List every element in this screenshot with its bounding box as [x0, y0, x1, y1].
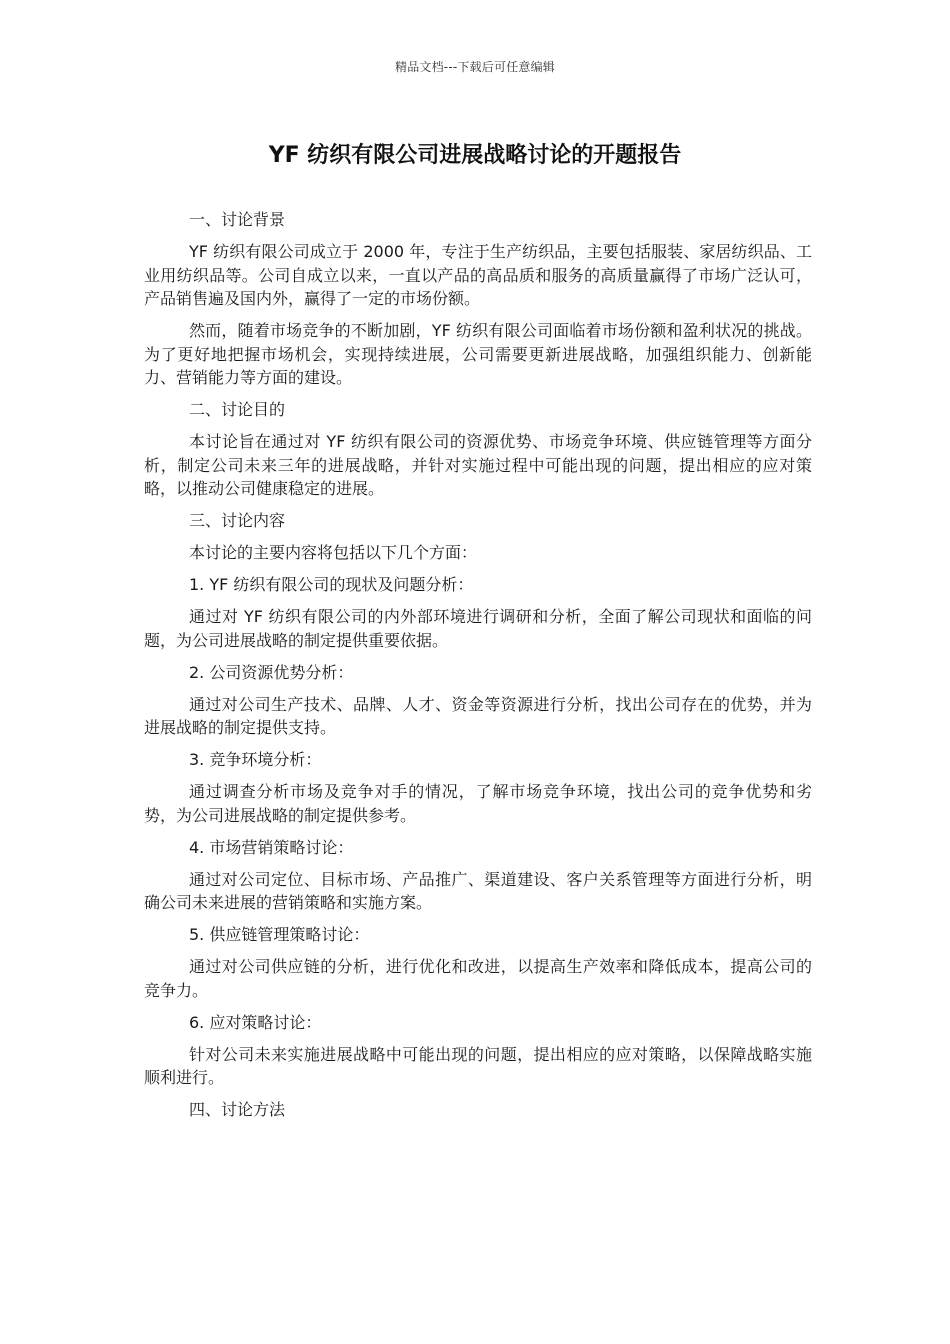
paragraph-challenges: 然而，随着市场竞争的不断加剧，YF 纺织有限公司面临着市场份额和盈利状况的挑战。为了更好地把握市场机会，实现持续进展，公司需要更新进展战略，加强组织能力、创新能力、营销能力等方面的建设。	[144, 321, 812, 387]
header-note: 精品文档---下载后可任意编辑	[395, 60, 555, 74]
item-body-1: 通过对 YF 纺织有限公司的内外部环境进行调研和分析，全面了解公司现状和面临的问题，为公司进展战略的制定提供重要依据。	[144, 607, 812, 650]
item-body-2: 通过对公司生产技术、品牌、人才、资金等资源进行分析，找出公司存在的优势，并为进展战略的制定提供支持。	[144, 694, 812, 737]
item-body-4: 通过对公司定位、目标市场、产品推广、渠道建设、客户关系管理等方面进行分析，明确公司未来进展的营销策略和实施方案。	[144, 869, 812, 912]
item-heading-6: 6. 应对策略讨论：	[189, 1012, 322, 1032]
item-heading-1: 1. YF 纺织有限公司的现状及问题分析：	[189, 575, 474, 594]
item-body-3: 通过调查分析市场及竞争对手的情况，了解市场竞争环境，找出公司的竞争优势和劣势，为公司进展战略的制定提供参考。	[144, 782, 812, 825]
section-heading-background: 一、讨论背景	[189, 210, 286, 229]
section-heading-content: 三、讨论内容	[189, 511, 286, 530]
item-body-6: 针对公司未来实施进展战略中可能出现的问题，提出相应的应对策略，以保障战略实施顺利进行。	[144, 1044, 812, 1087]
section-heading-method: 四、讨论方法	[189, 1100, 286, 1119]
paragraph-purpose: 本讨论旨在通过对 YF 纺织有限公司的资源优势、市场竞争环境、供应链管理等方面分析，制定公司未来三年的进展战略，并针对实施过程中可能出现的问题，提出相应的应对策略，以推动公司健康稳定的进展。	[144, 432, 812, 498]
item-heading-4: 4. 市场营销策略讨论：	[189, 837, 354, 857]
section-heading-purpose: 二、讨论目的	[189, 400, 286, 419]
item-heading-5: 5. 供应链管理策略讨论：	[189, 925, 370, 944]
paragraph-company-intro: YF 纺织有限公司成立于 2000 年，专注于生产纺织品，主要包括服装、家居纺织品、工业用纺织品等。公司自成立以来，一直以产品的高品质和服务的高质量赢得了市场广泛认可，产品销售遍及国内外，赢得了一定的市场份额。	[144, 242, 812, 308]
document-body	[144, 208, 812, 1130]
item-body-5: 通过对公司供应链的分析，进行优化和改进，以提高生产效率和降低成本，提高公司的竞争力。	[144, 957, 812, 1000]
paragraph-content-intro: 本讨论的主要内容将包括以下几个方面：	[189, 543, 478, 562]
item-heading-2: 2. 公司资源优势分析：	[189, 662, 354, 682]
document-title: YF 纺织有限公司进展战略讨论的开题报告	[268, 143, 682, 168]
item-heading-3: 3. 竞争环境分析：	[189, 750, 322, 769]
